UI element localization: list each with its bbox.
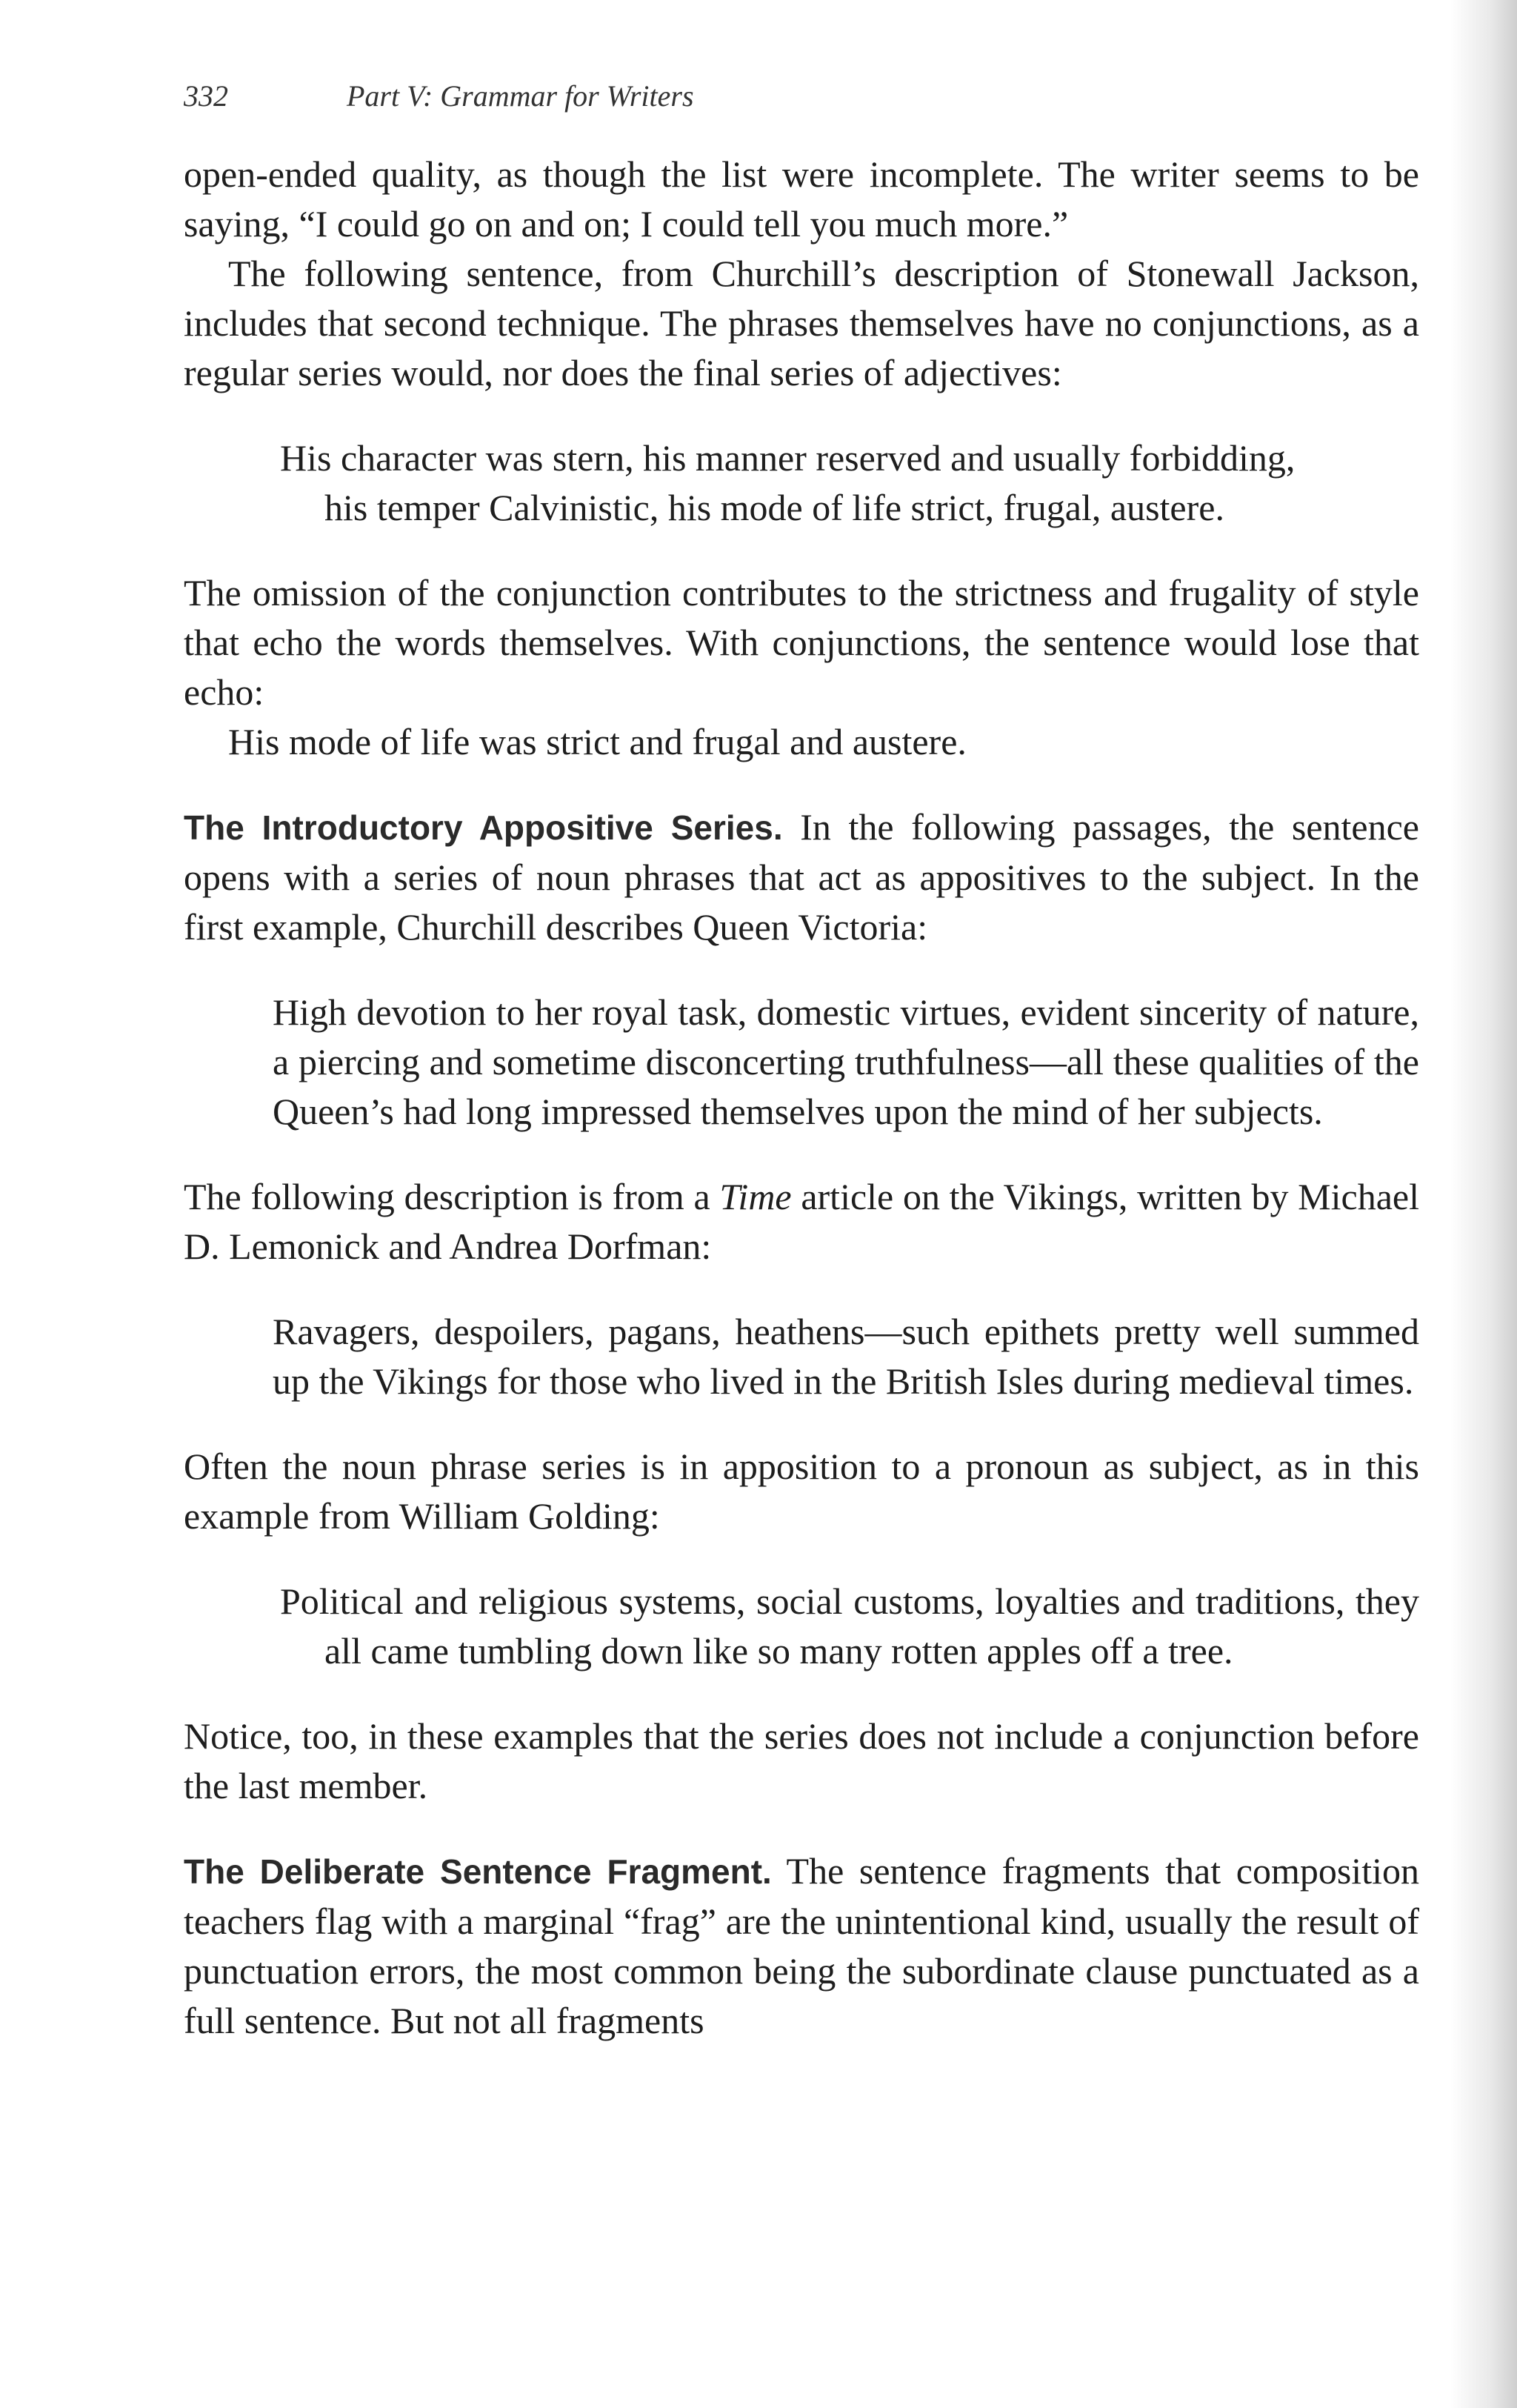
section-introductory-appositive (184, 802, 1419, 952)
page-number: 332 (184, 79, 228, 113)
block-quote-jackson (280, 433, 1419, 533)
text-run: The following description is from a (184, 1176, 720, 1217)
block-quote-golding: Political and religious systems, social customs, loyalties and traditions, they all came tumbling down like so many rotten apples off a tree. (280, 1580, 1419, 1672)
paragraph-conjunction-note: Notice, too, in these examples that the series does not include a conjunction before the last member. (184, 1715, 1419, 1806)
paragraph-continued: open-ended quality, as though the list were incomplete. The writer seems to be saying, “I could go on and on; I could tell you much more.” (184, 153, 1419, 245)
text-run: article on the Vikings, written by Michael D. Lemonick and Andrea Dorfman: (184, 1176, 1420, 1267)
running-header (184, 74, 1419, 119)
block-quote-victoria: High devotion to her royal task, domestic virtues, evident sincerity of nature, a piercing and sometime disconcerting truthfulness—all these qualities of the Queen’s had long impressed themselves upon the mind of her subjects. (273, 991, 1419, 1132)
page-body (184, 150, 1419, 2046)
quote-line-1: His character was stern, his manner reserved and usually forbidding, (280, 437, 1296, 479)
page-edge-shadow (1450, 0, 1517, 2408)
paragraph-golding-intro: Often the noun phrase series is in apposition to a pronoun as subject, as in this example from William Golding: (184, 1446, 1419, 1537)
paragraph-time-article (184, 1172, 1419, 1271)
section-text: In the following passages, the sentence opens with a series of noun phrases that act as appositives to the subject. In the first example, Churchill describes Queen Victoria: (184, 806, 1419, 948)
quote-line-2: his temper Calvinistic, his mode of life strict, frugal, austere. (324, 487, 1224, 528)
section-heading: The Deliberate Sentence Fragment. (184, 1852, 772, 1891)
block-quote-vikings: Ravagers, despoilers, pagans, heathens—such epithets pretty well summed up the Vikings for those who lived in the British Isles during medieval times. (273, 1311, 1419, 1402)
example-sentence: His mode of life was strict and frugal and austere. (228, 721, 967, 762)
section-deliberate-fragment (184, 1846, 1419, 2046)
magazine-title: Time (719, 1176, 792, 1217)
section-heading: The Introductory Appositive Series. (184, 808, 783, 847)
running-title: Part V: Grammar for Writers (347, 79, 694, 113)
paragraph-omission: The omission of the conjunction contributes to the strictness and frugality of style that echo the words themselves. With conjunctions, the sentence would lose that echo: (184, 572, 1419, 713)
paragraph-churchill-jackson: The following sentence, from Churchill’s description of Stonewall Jackson, includes that second technique. The phrases themselves have no conjunctions, as a regular series would, nor does the final series of adjectives: (184, 253, 1419, 393)
section-text: The sentence fragments that composition teachers flag with a marginal “frag” are the unintentional kind, usually the result of punctuation errors, the most common being the subordinate clause punctuated as a full sentence. But not all fragments (184, 1850, 1419, 2041)
book-page (184, 74, 1419, 2046)
